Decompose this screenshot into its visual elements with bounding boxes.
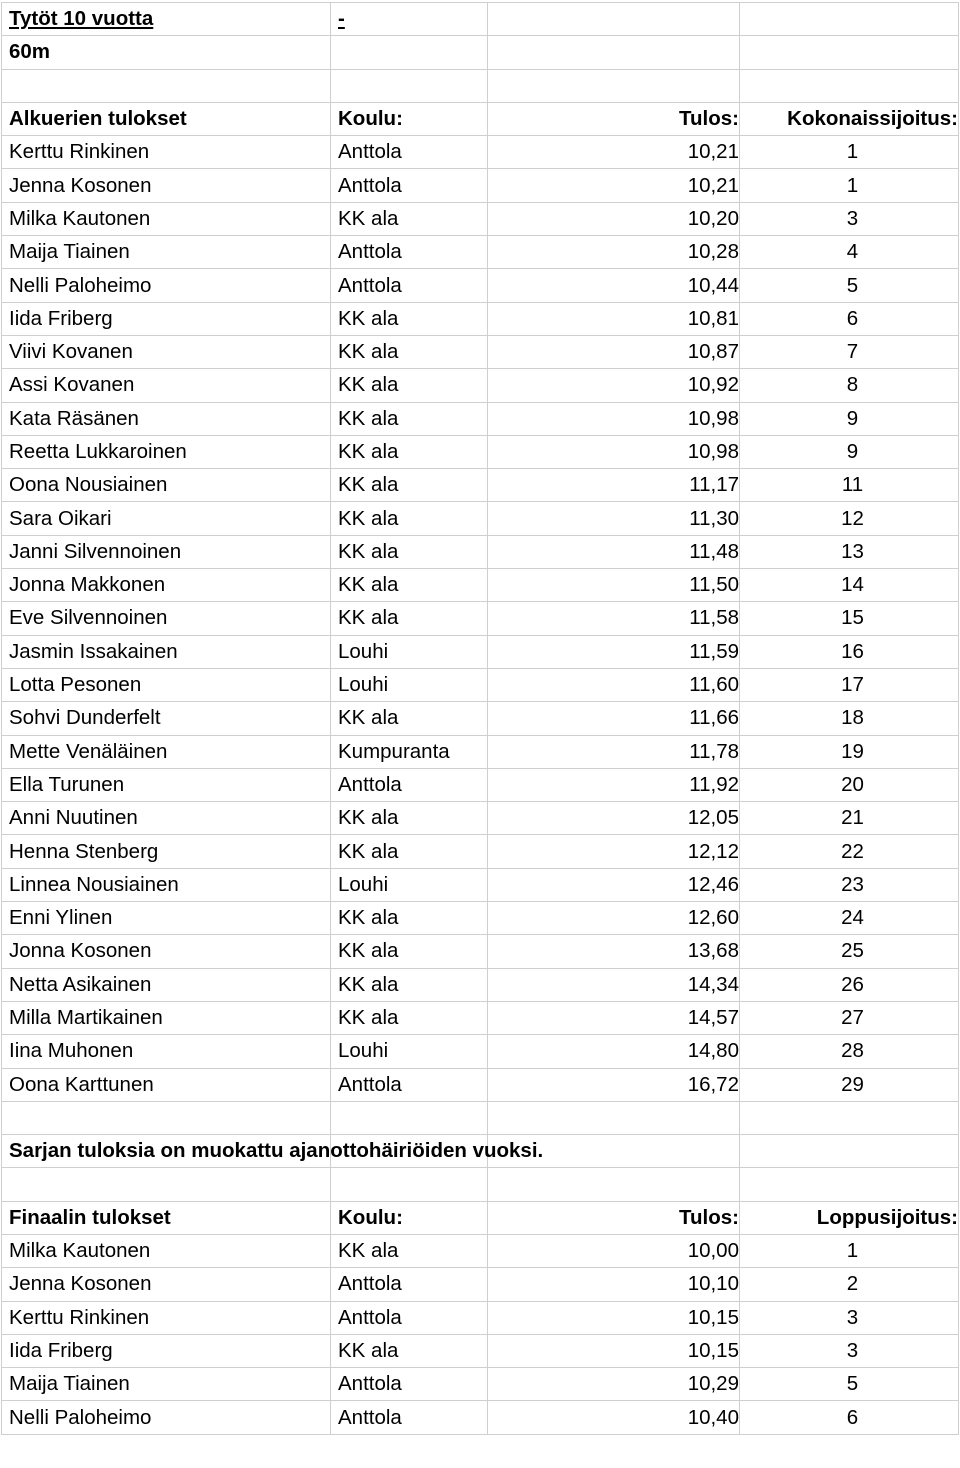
heat-result-row <box>2 668 959 701</box>
final-header-name: Finaalin tulokset <box>2 1201 331 1234</box>
school: KK ala <box>331 202 488 235</box>
category-title: Tytöt 10 vuotta <box>2 3 331 36</box>
athlete-name: Milka Kautonen <box>2 202 331 235</box>
school: Anttola <box>331 1068 488 1101</box>
heat-result-row <box>2 768 959 801</box>
rank: 1 <box>740 136 959 169</box>
heat-result-row <box>2 302 959 335</box>
heat-result-row <box>2 269 959 302</box>
rank: 4 <box>740 236 959 269</box>
heat-result-row <box>2 802 959 835</box>
result: 10,81 <box>488 302 740 335</box>
rank: 13 <box>740 535 959 568</box>
result: 14,57 <box>488 1001 740 1034</box>
heat-result-row <box>2 469 959 502</box>
school: KK ala <box>331 835 488 868</box>
result: 14,34 <box>488 968 740 1001</box>
result: 12,46 <box>488 868 740 901</box>
final-result-row <box>2 1234 959 1267</box>
result: 10,00 <box>488 1234 740 1267</box>
final-header-school: Koulu: <box>331 1201 488 1234</box>
heat-result-row <box>2 835 959 868</box>
final-header-row <box>2 1201 959 1234</box>
result: 11,30 <box>488 502 740 535</box>
heat-result-row <box>2 868 959 901</box>
athlete-name: Henna Stenberg <box>2 835 331 868</box>
school: KK ala <box>331 1334 488 1367</box>
athlete-name: Milla Martikainen <box>2 1001 331 1034</box>
school: KK ala <box>331 535 488 568</box>
spacer-row <box>2 69 959 102</box>
result: 10,98 <box>488 402 740 435</box>
rank: 25 <box>740 935 959 968</box>
heat-result-row <box>2 369 959 402</box>
final-result-row <box>2 1301 959 1334</box>
athlete-name: Eve Silvennoinen <box>2 602 331 635</box>
rank: 17 <box>740 668 959 701</box>
heat-result-row <box>2 735 959 768</box>
rank: 21 <box>740 802 959 835</box>
result: 10,44 <box>488 269 740 302</box>
school: KK ala <box>331 369 488 402</box>
result: 13,68 <box>488 935 740 968</box>
school: Anttola <box>331 236 488 269</box>
athlete-name: Janni Silvennoinen <box>2 535 331 568</box>
rank: 9 <box>740 435 959 468</box>
results-table <box>1 2 959 1435</box>
heat-result-row <box>2 635 959 668</box>
athlete-name: Reetta Lukkaroinen <box>2 435 331 468</box>
athlete-name: Assi Kovanen <box>2 369 331 402</box>
result: 11,60 <box>488 668 740 701</box>
result: 11,17 <box>488 469 740 502</box>
final-result-row <box>2 1401 959 1434</box>
athlete-name: Oona Nousiainen <box>2 469 331 502</box>
school: Louhi <box>331 868 488 901</box>
result: 10,92 <box>488 369 740 402</box>
athlete-name: Mette Venäläinen <box>2 735 331 768</box>
heat-result-row <box>2 902 959 935</box>
title-row <box>2 3 959 36</box>
school: KK ala <box>331 935 488 968</box>
heat-result-row <box>2 602 959 635</box>
result: 10,15 <box>488 1301 740 1334</box>
heat-result-row <box>2 236 959 269</box>
rank: 5 <box>740 269 959 302</box>
athlete-name: Netta Asikainen <box>2 968 331 1001</box>
athlete-name: Kerttu Rinkinen <box>2 1301 331 1334</box>
rank: 6 <box>740 1401 959 1434</box>
result: 12,05 <box>488 802 740 835</box>
rank: 1 <box>740 1234 959 1267</box>
school: Anttola <box>331 1301 488 1334</box>
heat-result-row <box>2 1068 959 1101</box>
athlete-name: Maija Tiainen <box>2 236 331 269</box>
school: KK ala <box>331 902 488 935</box>
result: 12,60 <box>488 902 740 935</box>
result: 11,48 <box>488 535 740 568</box>
athlete-name: Iida Friberg <box>2 1334 331 1367</box>
rank: 23 <box>740 868 959 901</box>
heat-result-row <box>2 935 959 968</box>
athlete-name: Kerttu Rinkinen <box>2 136 331 169</box>
athlete-name: Jenna Kosonen <box>2 1268 331 1301</box>
athlete-name: Milka Kautonen <box>2 1234 331 1267</box>
rank: 14 <box>740 569 959 602</box>
result: 10,98 <box>488 435 740 468</box>
rank: 18 <box>740 702 959 735</box>
final-results <box>2 1234 959 1434</box>
school: KK ala <box>331 968 488 1001</box>
school: KK ala <box>331 402 488 435</box>
athlete-name: Anni Nuutinen <box>2 802 331 835</box>
athlete-name: Oona Karttunen <box>2 1068 331 1101</box>
heat-result-row <box>2 569 959 602</box>
athlete-name: Jonna Makkonen <box>2 569 331 602</box>
rank: 7 <box>740 335 959 368</box>
heat-result-row <box>2 1035 959 1068</box>
school: Louhi <box>331 635 488 668</box>
athlete-name: Iida Friberg <box>2 302 331 335</box>
result: 11,92 <box>488 768 740 801</box>
school: KK ala <box>331 502 488 535</box>
school: KK ala <box>331 469 488 502</box>
event-row <box>2 36 959 69</box>
final-header-result: Tulos: <box>488 1201 740 1234</box>
school: KK ala <box>331 569 488 602</box>
heat-result-row <box>2 1001 959 1034</box>
school: KK ala <box>331 802 488 835</box>
athlete-name: Jenna Kosonen <box>2 169 331 202</box>
school: KK ala <box>331 335 488 368</box>
result: 14,80 <box>488 1035 740 1068</box>
school: Anttola <box>331 1401 488 1434</box>
school: KK ala <box>331 702 488 735</box>
rank: 19 <box>740 735 959 768</box>
result: 10,20 <box>488 202 740 235</box>
rank: 27 <box>740 1001 959 1034</box>
result: 10,28 <box>488 236 740 269</box>
athlete-name: Jonna Kosonen <box>2 935 331 968</box>
result: 16,72 <box>488 1068 740 1101</box>
school: Anttola <box>331 136 488 169</box>
heat-result-row <box>2 702 959 735</box>
school: Anttola <box>331 169 488 202</box>
final-result-row <box>2 1368 959 1401</box>
result: 11,58 <box>488 602 740 635</box>
rank: 22 <box>740 835 959 868</box>
school: Louhi <box>331 1035 488 1068</box>
result: 11,59 <box>488 635 740 668</box>
athlete-name: Kata Räsänen <box>2 402 331 435</box>
rank: 5 <box>740 1368 959 1401</box>
rank: 2 <box>740 1268 959 1301</box>
rank: 8 <box>740 369 959 402</box>
athlete-name: Jasmin Issakainen <box>2 635 331 668</box>
heat-result-row <box>2 169 959 202</box>
athlete-name: Iina Muhonen <box>2 1035 331 1068</box>
school: Anttola <box>331 1368 488 1401</box>
event-name: 60m <box>2 36 331 69</box>
title-mark: - <box>331 3 488 36</box>
result: 12,12 <box>488 835 740 868</box>
rank: 11 <box>740 469 959 502</box>
school: Anttola <box>331 269 488 302</box>
athlete-name: Maija Tiainen <box>2 1368 331 1401</box>
school: Louhi <box>331 668 488 701</box>
result: 10,10 <box>488 1268 740 1301</box>
athlete-name: Ella Turunen <box>2 768 331 801</box>
athlete-name: Sohvi Dunderfelt <box>2 702 331 735</box>
school: KK ala <box>331 1001 488 1034</box>
result: 10,21 <box>488 136 740 169</box>
rank: 20 <box>740 768 959 801</box>
result: 11,50 <box>488 569 740 602</box>
result: 11,66 <box>488 702 740 735</box>
athlete-name: Nelli Paloheimo <box>2 1401 331 1434</box>
rank: 6 <box>740 302 959 335</box>
spacer-row <box>2 1101 959 1134</box>
rank: 3 <box>740 202 959 235</box>
heat-result-row <box>2 535 959 568</box>
rank: 28 <box>740 1035 959 1068</box>
school: KK ala <box>331 302 488 335</box>
results-note: Sarjan tuloksia on muokattu ajanottohäiriöiden vuoksi. <box>2 1135 331 1168</box>
heat-result-row <box>2 335 959 368</box>
heat-result-row <box>2 202 959 235</box>
spacer-row <box>2 1168 959 1201</box>
heat-result-row <box>2 502 959 535</box>
school: KK ala <box>331 435 488 468</box>
heat-result-row <box>2 435 959 468</box>
final-header-rank: Loppusijoitus: <box>740 1201 959 1234</box>
heats-results <box>2 136 959 1102</box>
athlete-name: Lotta Pesonen <box>2 668 331 701</box>
result: 10,87 <box>488 335 740 368</box>
school: Anttola <box>331 1268 488 1301</box>
heats-header-result: Tulos: <box>488 102 740 135</box>
athlete-name: Nelli Paloheimo <box>2 269 331 302</box>
rank: 15 <box>740 602 959 635</box>
athlete-name: Linnea Nousiainen <box>2 868 331 901</box>
note-row <box>2 1135 959 1168</box>
athlete-name: Viivi Kovanen <box>2 335 331 368</box>
result: 10,29 <box>488 1368 740 1401</box>
school: KK ala <box>331 1234 488 1267</box>
final-result-row <box>2 1268 959 1301</box>
heats-header-school: Koulu: <box>331 102 488 135</box>
rank: 3 <box>740 1301 959 1334</box>
heat-result-row <box>2 136 959 169</box>
rank: 3 <box>740 1334 959 1367</box>
result: 10,40 <box>488 1401 740 1434</box>
rank: 12 <box>740 502 959 535</box>
heat-result-row <box>2 968 959 1001</box>
result: 10,15 <box>488 1334 740 1367</box>
rank: 9 <box>740 402 959 435</box>
rank: 1 <box>740 169 959 202</box>
heats-header-name: Alkuerien tulokset <box>2 102 331 135</box>
rank: 29 <box>740 1068 959 1101</box>
final-result-row <box>2 1334 959 1367</box>
school: Kumpuranta <box>331 735 488 768</box>
result: 10,21 <box>488 169 740 202</box>
rank: 24 <box>740 902 959 935</box>
result: 11,78 <box>488 735 740 768</box>
heats-header-row <box>2 102 959 135</box>
rank: 26 <box>740 968 959 1001</box>
rank: 16 <box>740 635 959 668</box>
athlete-name: Enni Ylinen <box>2 902 331 935</box>
school: KK ala <box>331 602 488 635</box>
heat-result-row <box>2 402 959 435</box>
athlete-name: Sara Oikari <box>2 502 331 535</box>
school: Anttola <box>331 768 488 801</box>
heats-header-rank: Kokonaissijoitus: <box>740 102 959 135</box>
